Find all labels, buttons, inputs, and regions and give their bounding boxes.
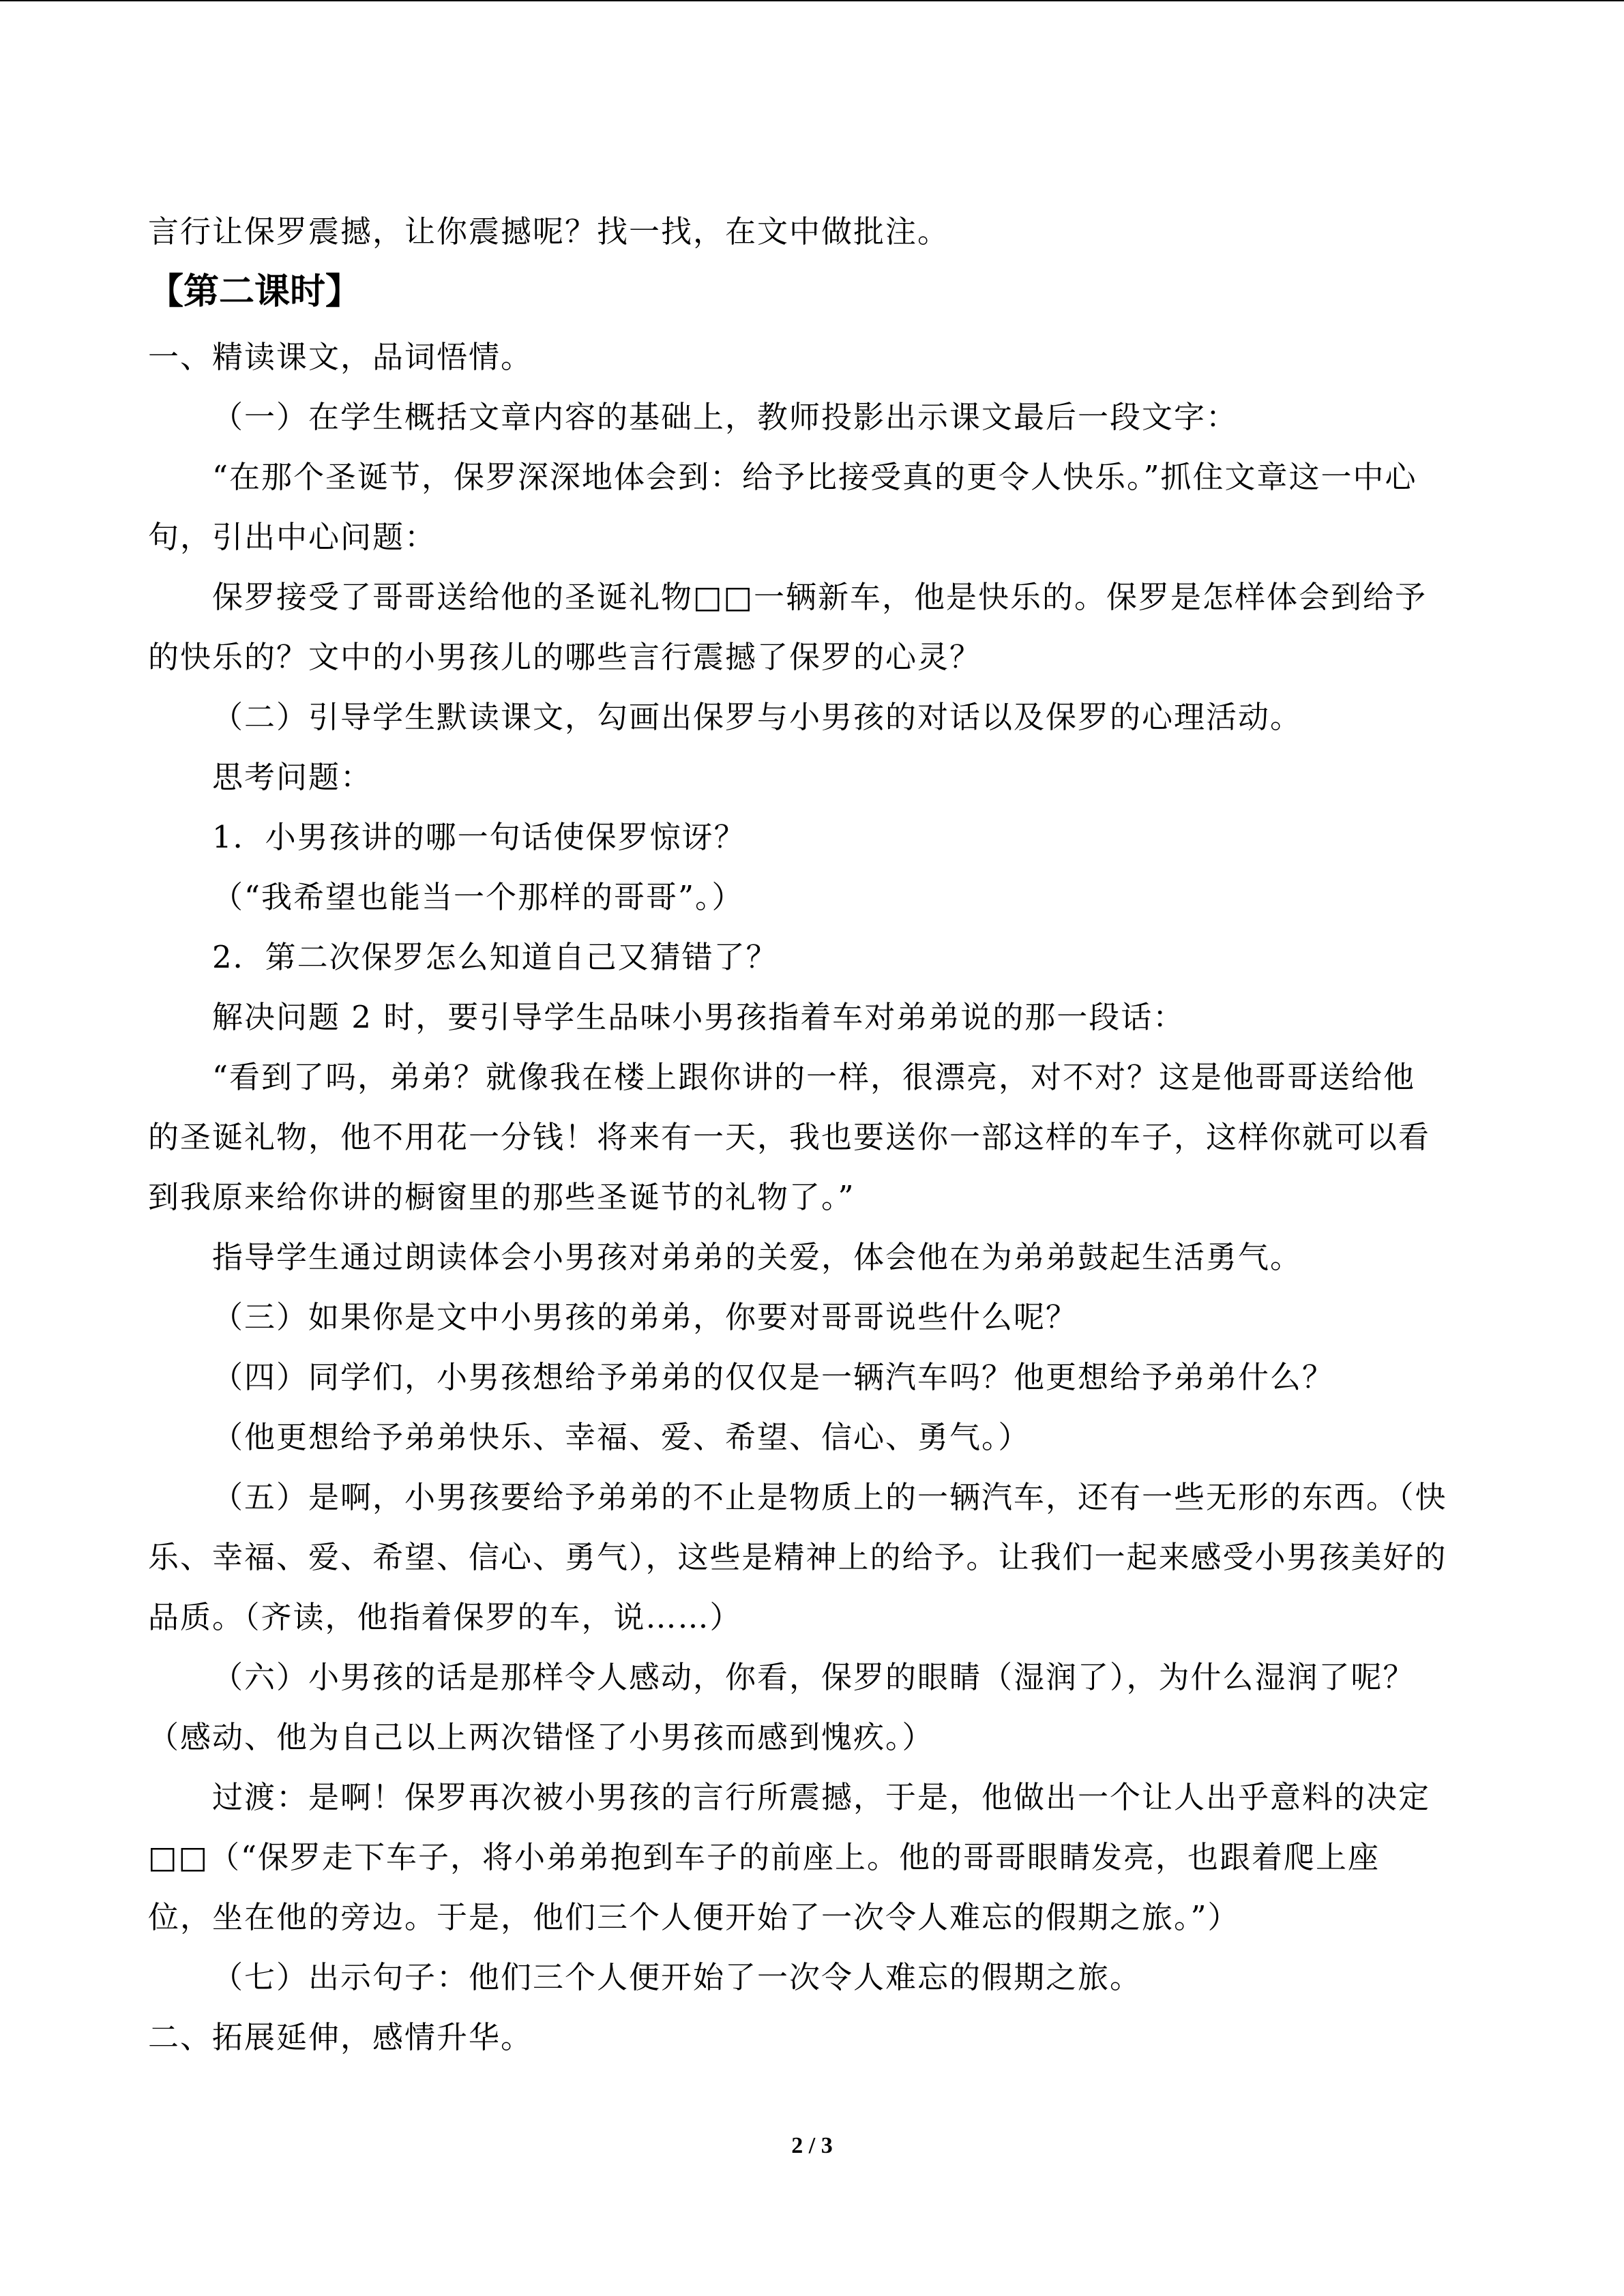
paragraph-line: 位，坐在他的旁边。于是，他们三个人便开始了一次令人难忘的假期之旅。”）	[148, 1899, 1240, 1935]
paragraph-line: （七）出示句子：他们三个人便开始了一次令人难忘的假期之旅。	[212, 1959, 1142, 1995]
document-body	[148, 202, 1475, 2068]
subsection-heading: 二、拓展延伸，感情升华。	[148, 2019, 533, 2055]
paragraph-line: 1．小男孩讲的哪一句话使保罗惊讶？	[212, 819, 746, 855]
paragraph-line: 思考问题：	[212, 759, 373, 795]
paragraph-line: “看到了吗，弟弟？就像我在楼上跟你讲的一样，很漂亮，对不对？这是他哥哥送给他	[212, 1059, 1416, 1095]
paragraph-line: （四）同学们，小男孩想给予弟弟的仅仅是一辆汽车吗？他更想给予弟弟什么？	[212, 1359, 1335, 1395]
paragraph-line: （五）是啊，小男孩要给予弟弟的不止是物质上的一辆汽车，还有一些无形的东西。（快	[212, 1479, 1447, 1515]
paragraph-line: 的快乐的？文中的小男孩儿的哪些言行震撼了保罗的心灵？	[148, 639, 982, 675]
paragraph-line: 到我原来给你讲的橱窗里的那些圣诞节的礼物了。”	[148, 1179, 855, 1215]
paragraph-line: 句，引出中心问题：	[148, 519, 437, 555]
paragraph-line: 过渡：是啊！保罗再次被小男孩的言行所震撼，于是，他做出一个让人出乎意料的决定	[212, 1779, 1431, 1815]
paragraph-line: □□（“保罗走下车子，将小弟弟抱到车子的前座上。他的哥哥眼睛发亮，也跟着爬上座	[148, 1839, 1381, 1875]
section-heading: 【第二课时】	[148, 271, 361, 312]
subsection-heading: 一、精读课文，品词悟情。	[148, 339, 533, 375]
paragraph-line: 2．第二次保罗怎么知道自己又猜错了？	[212, 939, 778, 975]
paragraph-line: 乐、幸福、爱、希望、信心、勇气），这些是精神上的给予。让我们一起来感受小男孩美好的	[148, 1539, 1447, 1575]
paragraph-line: （二）引导学生默读课文，勾画出保罗与小男孩的对话以及保罗的心理活动。	[212, 699, 1303, 735]
paragraph-line: （三）如果你是文中小男孩的弟弟，你要对哥哥说些什么呢？	[212, 1299, 1078, 1335]
paragraph-line: （他更想给予弟弟快乐、幸福、爱、希望、信心、勇气。）	[212, 1419, 1031, 1455]
paragraph-line: 保罗接受了哥哥送给他的圣诞礼物□□一辆新车，他是快乐的。保罗是怎样体会到给予	[212, 579, 1428, 615]
paragraph-line: （六）小男孩的话是那样令人感动，你看，保罗的眼睛（湿润了），为什么湿润了呢？	[212, 1659, 1415, 1695]
paragraph-line: 解决问题 2 时，要引导学生品味小男孩指着车对弟弟说的那一段话：	[212, 999, 1185, 1035]
paragraph-line: 指导学生通过朗读体会小男孩对弟弟的关爱，体会他在为弟弟鼓起生活勇气。	[212, 1239, 1303, 1275]
paragraph-line: （感动、他为自己以上两次错怪了小男孩而感到愧疚。）	[148, 1719, 934, 1755]
paragraph-line: 言行让保罗震撼，让你震撼呢？找一找，在文中做批注。	[148, 213, 950, 250]
top-border-rule	[0, 0, 1624, 1]
page-number: 2 / 3	[791, 2133, 833, 2158]
paragraph-line: “在那个圣诞节，保罗深深地体会到：给予比接受真的更令人快乐。”抓住文章这一中心	[212, 459, 1417, 495]
paragraph-line: 品质。（齐读，他指着保罗的车，说……）	[148, 1599, 742, 1635]
paragraph-line: （一）在学生概括文章内容的基础上，教师投影出示课文最后一段文字：	[212, 399, 1239, 435]
paragraph-line: 的圣诞礼物，他不用花一分钱！将来有一天，我也要送你一部这样的车子，这样你就可以看	[148, 1119, 1431, 1155]
paragraph-line: （“我希望也能当一个那样的哥哥”。）	[212, 879, 744, 915]
